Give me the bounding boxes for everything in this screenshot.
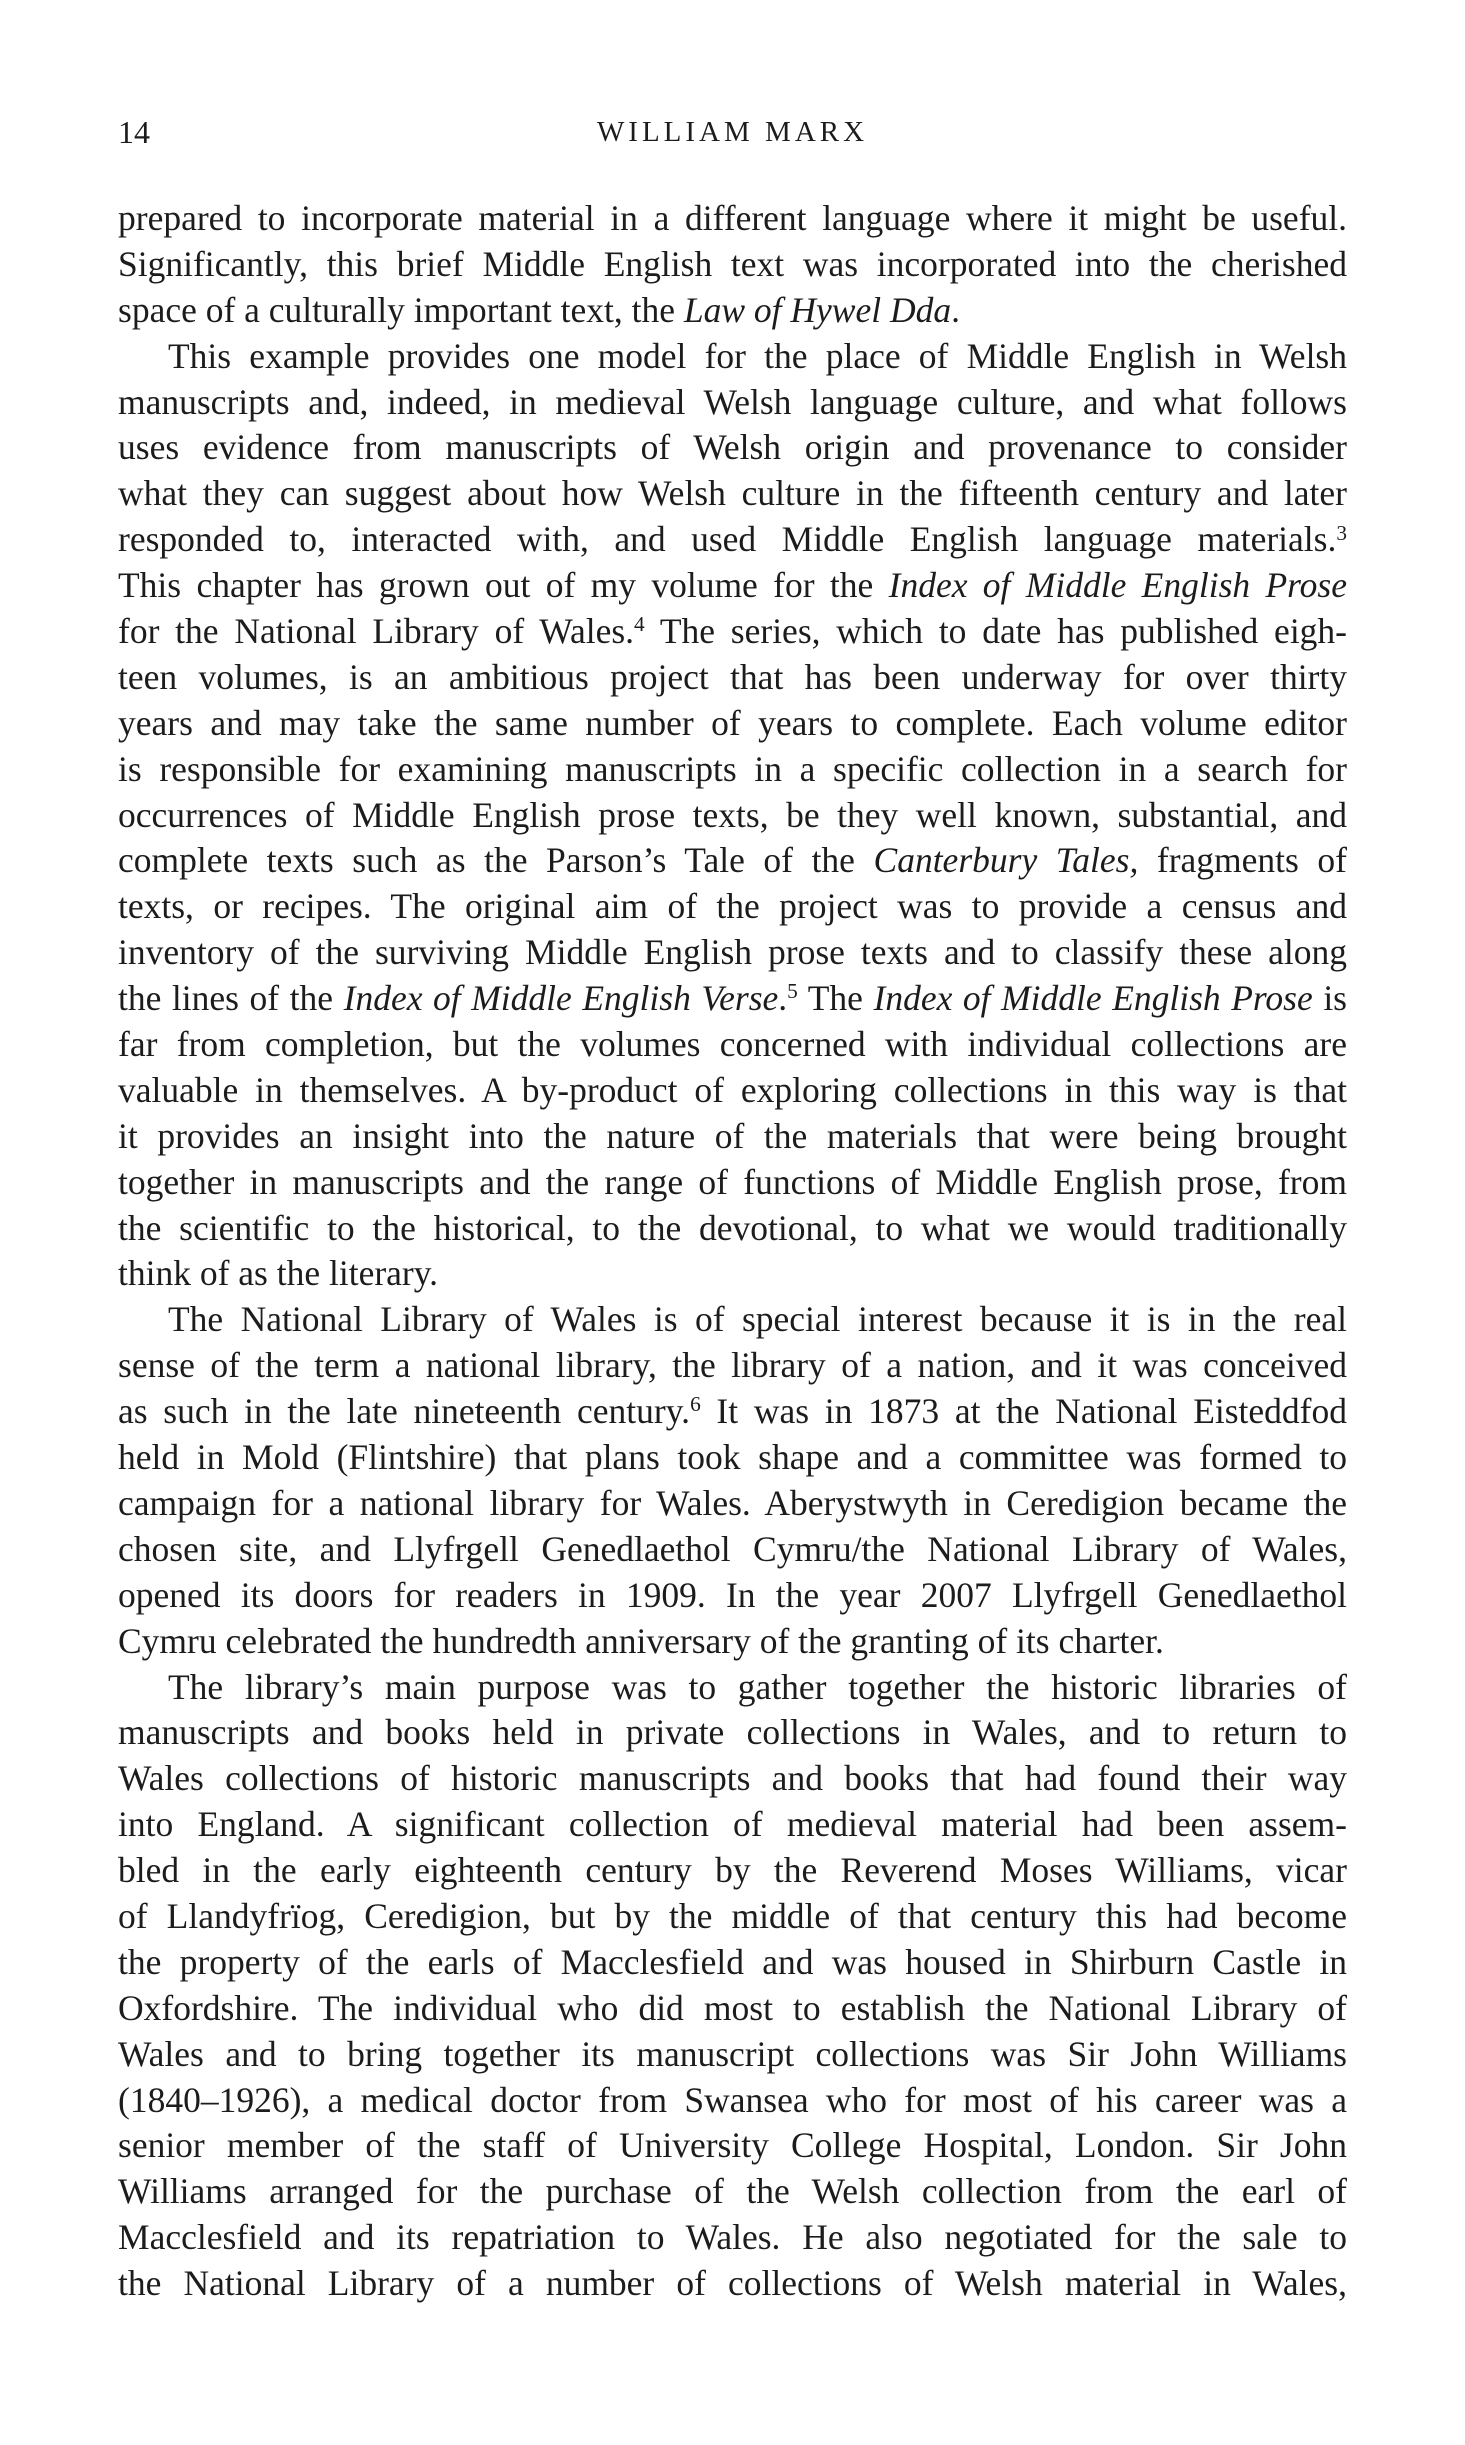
text-line: the lines of the Index of Middle English Verse.$^5$ The Index of Middle English Prose is [118, 978, 1347, 1019]
text-line: the National Library of a number of collections of Welsh material in Wales, [118, 2263, 1347, 2304]
text-line: for the National Library of Wales.$^4$ The series, which to date has published eigh- [118, 611, 1347, 652]
italic-title: Index of Middle English Prose [888, 565, 1347, 606]
text-line: campaign for a national library for Wales. Aberystwyth in Ceredigion became the [118, 1482, 1347, 1523]
text-line: manuscripts and books held in private collections in Wales, and to return to [118, 1712, 1347, 1753]
text-line: bled in the early eighteenth century by the Reverend Moses Williams, vicar [118, 1850, 1347, 1891]
text-line: chosen site, and Llyfrgell Genedlaethol Cymru/the National Library of Wales, [118, 1528, 1347, 1569]
italic-title: Law of Hywel Dda [683, 289, 952, 330]
text-line: it provides an insight into the nature of the materials that were being brought [118, 1115, 1347, 1156]
text-line: together in manuscripts and the range of functions of Middle English prose, from [118, 1161, 1347, 1202]
text-line: Macclesfield and its repatriation to Wales. He also negotiated for the sale to [118, 2217, 1347, 2258]
footnote-ref: 4 [634, 612, 645, 637]
text-line: held in Mold (Flintshire) that plans took shape and a committee was formed to [118, 1437, 1347, 1478]
footnote-ref: 5 [787, 979, 798, 1004]
text-line: of Llandyfrïog, Ceredigion, but by the middle of that century this had become [118, 1895, 1347, 1936]
text-line: valuable in themselves. A by-product of exploring collections in this way is that [118, 1069, 1347, 1110]
text-line: teen volumes, is an ambitious project that has been underway for over thirty [118, 656, 1347, 697]
text-line: prepared to incorporate material in a different language where it might be useful. [118, 198, 1347, 238]
text-line: This example provides one model for the place of Middle English in Welsh [168, 335, 1347, 376]
italic-title: Canterbury Tales, [873, 840, 1139, 881]
text-line: occurrences of Middle English prose texts, be they well known, substantial, and [118, 794, 1347, 835]
footnote-ref: 3 [1336, 520, 1347, 545]
text-line: manuscripts and, indeed, in medieval Welsh language culture, and what follows [118, 381, 1347, 422]
text-line: into England. A significant collection of medieval material had been assem- [118, 1804, 1347, 1845]
text-line: is responsible for examining manuscripts in a specific collection in a search for [118, 748, 1347, 789]
text-line: Wales and to bring together its manuscript collections was Sir John Williams [118, 2033, 1347, 2074]
text-line: texts, or recipes. The original aim of the project was to provide a census and [118, 886, 1347, 927]
text-line: The National Library of Wales is of special interest because it is in the real [168, 1299, 1347, 1340]
text-line: Oxfordshire. The individual who did most to establish the National Library of [118, 1987, 1347, 2028]
text-line: (1840–1926), a medical doctor from Swansea who for most of his career was a [118, 2079, 1347, 2120]
text-line: This chapter has grown out of my volume for the Index of Middle English Prose [118, 565, 1347, 606]
text-line: far from completion, but the volumes concerned with individual collections are [118, 1024, 1347, 1065]
text-line: space of a culturally important text, the Law of Hywel Dda. [118, 289, 960, 330]
footnote-ref: 6 [690, 1392, 701, 1417]
text-line: uses evidence from manuscripts of Welsh origin and provenance to consider [118, 427, 1347, 468]
italic-title: Index of Middle English Prose [873, 978, 1313, 1019]
text-line: complete texts such as the Parson’s Tale of the Canterbury Tales, fragments of [118, 840, 1347, 881]
italic-title: Index of Middle English Verse [343, 978, 779, 1019]
text-line: Wales collections of historic manuscripts and books that had found their way [118, 1758, 1347, 1799]
page-number: 14 [118, 114, 150, 150]
text-line: what they can suggest about how Welsh culture in the fifteenth century and later [118, 473, 1347, 514]
text-line: responded to, interacted with, and used Middle English language materials.$^3$ [118, 519, 1347, 560]
body-text [118, 196, 1347, 2307]
text-line: The library’s main purpose was to gather together the historic libraries of [168, 1666, 1347, 1707]
text-line: Williams arranged for the purchase of the Welsh collection from the earl of [118, 2171, 1347, 2212]
text-line: sense of the term a national library, the library of a nation, and it was conceived [118, 1345, 1347, 1386]
text-line: Cymru celebrated the hundredth anniversary of the granting of its charter. [118, 1620, 1164, 1661]
text-line: opened its doors for readers in 1909. In the year 2007 Llyfrgell Genedlaethol [118, 1574, 1347, 1615]
text-line: think of as the literary. [118, 1253, 439, 1294]
text-line: senior member of the staff of University College Hospital, London. Sir John [118, 2125, 1347, 2166]
text-line: Significantly, this brief Middle English text was incorporated into the cherished [118, 243, 1347, 284]
text-line: years and may take the same number of years to complete. Each volume editor [118, 702, 1347, 743]
text-line: the property of the earls of Macclesfield and was housed in Shirburn Castle in [118, 1941, 1347, 1982]
text-line: the scientific to the historical, to the devotional, to what we would traditionally [118, 1207, 1347, 1248]
text-line: as such in the late nineteenth century.$^6$ It was in 1873 at the National Eisteddfod [118, 1391, 1347, 1432]
running-head: WILLIAM MARX [596, 116, 869, 148]
text-line: inventory of the surviving Middle English prose texts and to classify these along [118, 932, 1347, 973]
